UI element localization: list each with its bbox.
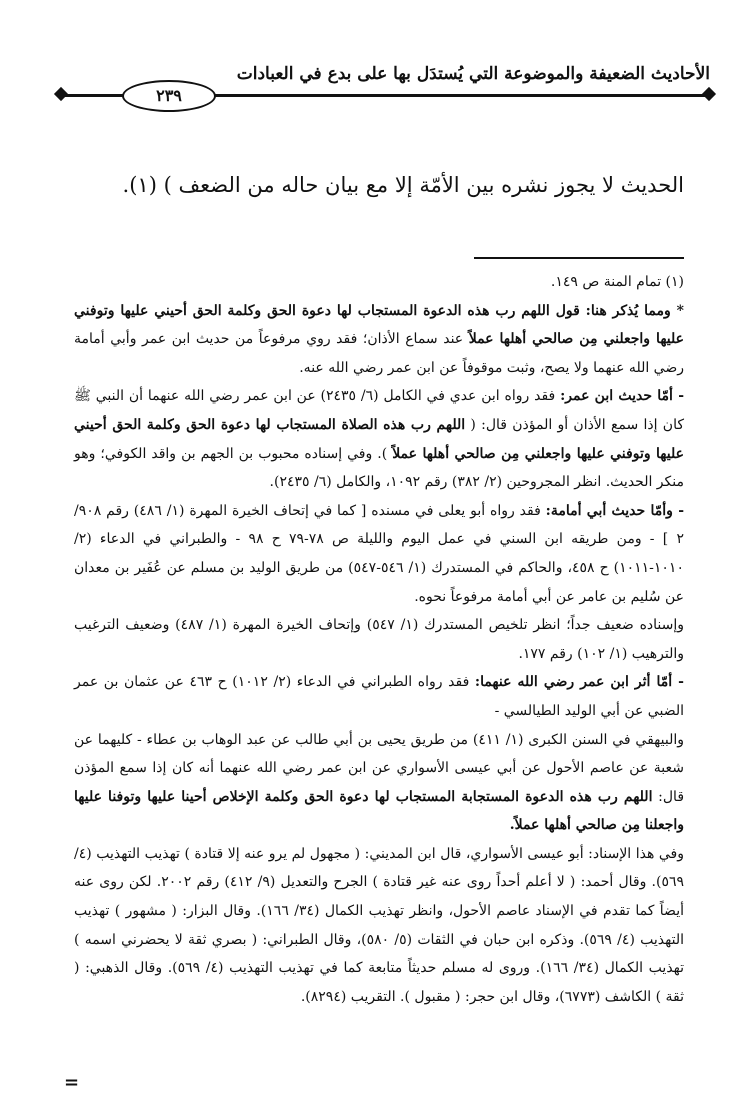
footnote-paragraph xyxy=(74,297,684,383)
continuation-mark: = xyxy=(64,1072,80,1093)
book-title: الأحاديث الضعيفة والموضوعة التي يُستدَل بها على بدع في العبادات xyxy=(236,64,710,84)
footnote-paragraph xyxy=(74,382,684,496)
bold-text: * ومما يُذكر هنا: قول اللهم رب هذه الدعوة المستجاب لها دعوة الحق وكلمة الحق أحيني عليها وتوفني عليها واجعلني مِن صالحي أهلها عملاً xyxy=(74,302,684,348)
footnote-1: (١) تمام المنة ص ١٤٩. xyxy=(550,274,684,290)
footnotes xyxy=(74,268,684,1011)
paragraph-text: ). وفي إسناده محبوب بن الجهم بن واقد الكوفي؛ وهو منكر الحديث. انظر المجروحين (٢/ ٣٨٢) رقم ١٠٩٢، والكامل (٦/ ٢٤٣٥). xyxy=(74,445,684,491)
paragraph-text: فقد رواه ابن عدي في الكامل (٦/ ٢٤٣٥) عن ابن عمر رضي الله عنهما أن النبي ﷺ كان إذا سمع الأذان أو المؤذن قال: ( xyxy=(74,388,685,433)
body-text: الحديث لا يجوز نشره بين الأمّة إلا مع بيان حاله من الضعف ) (١). xyxy=(122,173,684,197)
diamond-ornament-icon xyxy=(702,87,716,101)
running-header xyxy=(60,58,710,108)
diamond-ornament-icon xyxy=(54,87,68,101)
footnote-separator xyxy=(474,257,684,259)
footnote-paragraph xyxy=(74,668,684,725)
footnote-paragraph: وإسناده ضعيف جداً؛ انظر تلخيص المستدرك (١/ ٥٤٧) وإتحاف الخيرة المهرة (١/ ٤٨٧) وضعيف الترغيب والترهيب (١/ ١٠٢) رقم ١٧٧. xyxy=(74,617,685,662)
footnote-paragraph xyxy=(74,497,684,611)
bold-text: - أمّا أثر ابن عمر رضي الله عنهما: xyxy=(474,674,684,691)
paragraph-text: فقد رواه أبو يعلى في مسنده [ كما في إتحاف الخيرة المهرة (١/ ٤٨٦) رقم ٩٠٨/ ٢ ] - ومن طريقه ابن السني في عمل اليوم والليلة ص ٧٨-٧٩ ح ٩٨ - والطبراني في الدعاء (٢/ ١٠١٠-١٠١١) ح ٤٥٨، والحاكم في المستدرك (١/ ٥٤٦-٥٤٧) من طريق الوليد بن مسلم عن عُفَير بن معدان عن سُليم بن عامر عن أبي أمامة مرفوعاً نحوه. xyxy=(74,502,684,605)
bold-text: اللهم رب هذه الدعوة المستجابة المستجاب لها دعوة الحق وكلمة الإخلاص أحينا عليها وتوفنا عليها واجعلنا مِن صالحي أهلها عملاً. xyxy=(74,788,684,834)
paragraph-text: عند سماع الأذان؛ فقد روي مرفوعاً من حديث ابن عمر وأبي أمامة رضي الله عنهما ولا يصح، وثبت موقوفاً عن ابن عمر رضي الله عنه. xyxy=(74,331,684,376)
bold-text: اللهم رب هذه الصلاة المستجاب لها دعوة الحق وكلمة الحق أحيني عليها وتوفني عليها واجعلني مِن صالحي أهلها عملاً xyxy=(74,416,684,462)
footnote-paragraph xyxy=(74,726,684,840)
page-number: ٢٣٩ xyxy=(122,80,216,112)
paragraph-text: فقد رواه الطبراني في الدعاء (٢/ ١٠١٢) ح ٤٦٣ عن عثمان بن عمر الضبي عن أبي الوليد الطيالسي - xyxy=(74,674,684,719)
footnote-paragraph: وفي هذا الإسناد: أبو عيسى الأسواري، قال ابن المديني: ( مجهول لم يرو عنه إلا قتادة ) تهذيب التهذيب (٤/ ٥٦٩). وقال أحمد: ( لا أعلم أحداً روى عنه غير قتادة ) الجرح والتعديل (٩/ ٤١٢) رقم ٢٠٠٢. لكن روى عنه أيضاً كما تقدم في الإسناد عاصم الأحول، وانظر تهذيب الكمال (٣٤/ ١٦٦). وقال البزار: ( مشهور ) تهذيب التهذيب (٤/ ٥٦٩). وذكره ابن حبان في الثقات (٥/ ٥٨٠)، وقال الطبراني: ( بصري ثقة لا يحضرني اسمه ) تهذيب الكمال (٣٤/ ١٦٦). وروى له مسلم حديثاً متابعة كما في تهذيب التهذيب (٤/ ٥٦٩). وقال الذهبي: ( ثقة ) الكاشف (٦٧٧٣)، وقال ابن حجر: ( مقبول ). التقريب (٨٢٩٤). xyxy=(74,845,685,1005)
paragraph-text: والبيهقي في السنن الكبرى (١/ ٤١١) من طريق يحيى بن أبي طالب عن عبد الوهاب بن عطاء - كليهما عن شعبة عن عاصم الأحول عن أبي عيسى الأسواري عن ابن عمر رضي الله عنهما أنه كان إذا سمع المؤذن قال: xyxy=(74,731,685,805)
bold-text: - وأمّا حديث أبي أمامة: xyxy=(545,502,685,519)
bold-text: - أمّا حديث ابن عمر: xyxy=(560,388,685,405)
